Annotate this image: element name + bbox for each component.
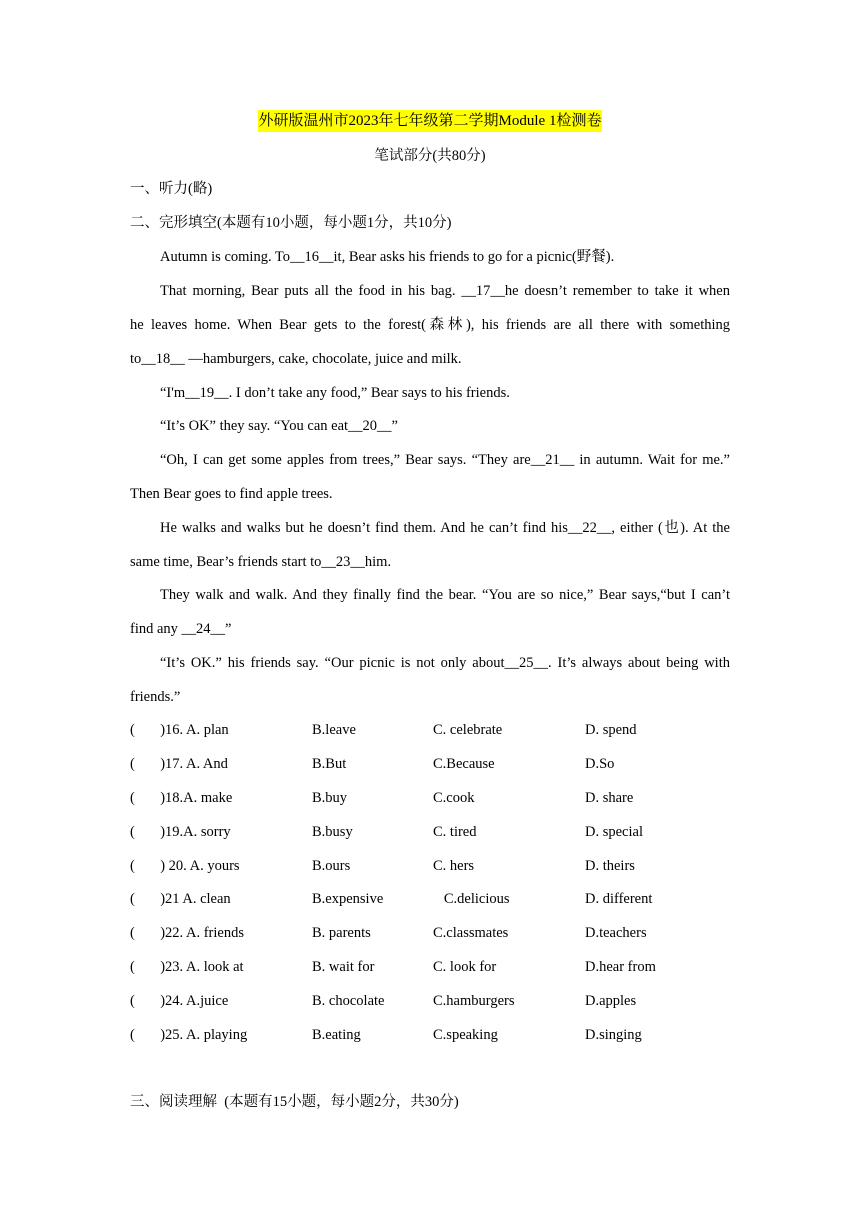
question-stem-option-a: ( )23. A. look at [130,959,244,975]
question-row [130,719,730,741]
passage-line: “I'm__19__. I don’t take any food,” Bear says to his friends. [160,385,510,401]
question-stem-option-a: ( )18.A. make [130,790,233,806]
question-stem-option-a: ( )17. A. And [130,756,228,772]
option-b: B.expensive [312,891,384,907]
option-b: B.buy [312,790,348,806]
page-title: 外研版温州市2023年七年级第二学期Module 1检测卷 [258,110,603,132]
option-b: B. chocolate [312,993,385,1009]
question-row [130,888,730,910]
section-listening-heading: 一、听力(略) [130,181,213,197]
question-row [130,855,730,877]
passage-line: friends.” [130,689,181,705]
option-c: C. tired [433,824,477,840]
passage-line: to__18__ —hamburgers, cake, chocolate, juice and milk. [130,351,462,367]
option-d: D. different [585,891,653,907]
passage-line: “Oh, I can get some apples from trees,” Bear says. “They are__21__ in autumn. Wait for me.” [160,452,730,468]
option-d: D.teachers [585,925,647,941]
question-row [130,753,730,775]
passage-line: Then Bear goes to find apple trees. [130,486,333,502]
question-stem-option-a: ( )24. A.juice [130,993,229,1009]
option-d: D. share [585,790,634,806]
option-d: D.So [585,756,615,772]
question-stem-option-a: ( )19.A. sorry [130,824,231,840]
option-d: D. theirs [585,858,635,874]
section-reading-heading: 三、阅读理解 (本题有15小题，每小题2分，共30分) [130,1094,459,1110]
question-stem-option-a: ( ) 20. A. yours [130,858,240,874]
question-stem-option-a: ( )25. A. playing [130,1027,248,1043]
option-d: D. special [585,824,643,840]
passage-line: Autumn is coming. To__16__it, Bear asks his friends to go for a picnic(野餐). [160,249,615,265]
option-c: C. look for [433,959,497,975]
option-c: C.speaking [433,1027,498,1043]
option-c: C.cook [433,790,475,806]
question-stem-option-a: ( )16. A. plan [130,722,229,738]
question-row [130,821,730,843]
passage-line: find any __24__” [130,621,232,637]
title-container [0,110,860,132]
question-row [130,922,730,944]
option-c: C. hers [433,858,475,874]
question-stem-option-a: ( )21 A. clean [130,891,231,907]
option-d: D.hear from [585,959,656,975]
option-c: C.hamburgers [433,993,515,1009]
passage-line: he leaves home. When Bear gets to the forest(森林), his friends are all there with something [130,317,730,333]
question-row [130,956,730,978]
page-subtitle: 笔试部分(共80分) [374,148,486,164]
passage-line: He walks and walks but he doesn’t find them. And he can’t find his__22__, either (也). At the [160,520,730,536]
passage-line: They walk and walk. And they finally find the bear. “You are so nice,” Bear says,“but I can’t [160,587,730,603]
passage-line: same time, Bear’s friends start to__23__him. [130,554,392,570]
option-b: B. wait for [312,959,375,975]
option-d: D.apples [585,993,637,1009]
question-row [130,1024,730,1046]
option-b: B.ours [312,858,351,874]
question-stem-option-a: ( )22. A. friends [130,925,244,941]
passage-line: “It’s OK.” his friends say. “Our picnic is not only about__25__. It’s always about being with [160,655,730,671]
option-c: C.Because [433,756,495,772]
option-c: C.delicious [433,891,510,907]
question-row [130,990,730,1012]
option-b: B. parents [312,925,371,941]
option-d: D.singing [585,1027,642,1043]
option-d: D. spend [585,722,637,738]
question-row [130,787,730,809]
option-c: C.classmates [433,925,509,941]
option-b: B.But [312,756,347,772]
section-cloze-heading: 二、完形填空(本题有10小题，每小题1分，共10分) [130,215,452,231]
passage-line: That morning, Bear puts all the food in his bag. __17__he doesn’t remember to take it when [160,283,730,299]
option-b: B.leave [312,722,356,738]
option-b: B.busy [312,824,353,840]
option-c: C. celebrate [433,722,503,738]
passage-line: “It’s OK” they say. “You can eat__20__” [160,418,398,434]
option-b: B.eating [312,1027,361,1043]
